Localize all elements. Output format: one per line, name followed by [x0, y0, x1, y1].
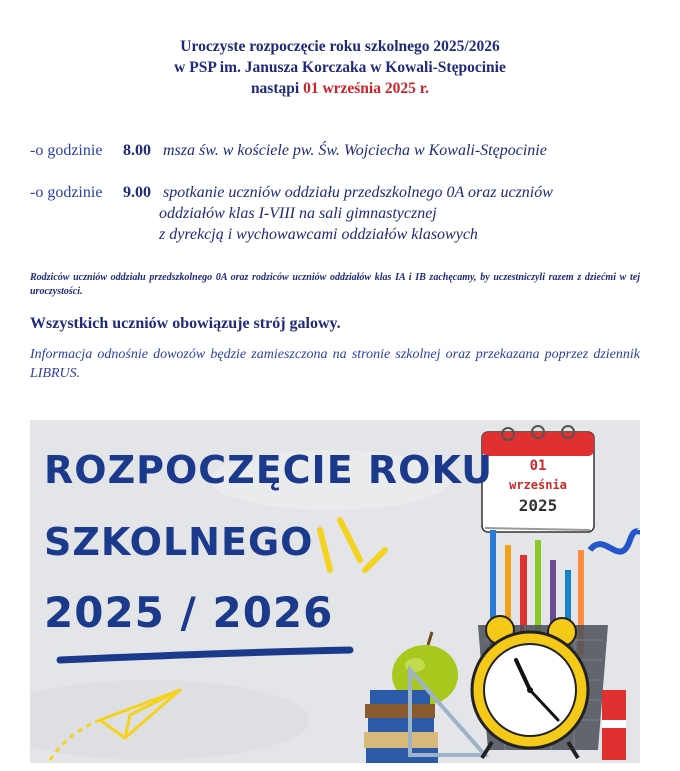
dress-code: Wszystkich uczniów obowiązuje strój galowy. — [30, 315, 341, 332]
schedule-desc-line-3: z dyrekcją i wychowawcami oddziałów klasowych — [159, 226, 478, 243]
school-year-banner — [30, 420, 640, 763]
schedule-item-meeting — [30, 182, 553, 245]
transport-info: Informacja odnośnie dowozów będzie zamieszczona na stronie szkolnej oraz przekazana poprzez dziennik LIBRUS. — [30, 347, 640, 381]
schedule-item-mass — [30, 140, 547, 161]
banner-title-line-3: 2025 / 2026 — [44, 588, 334, 637]
schedule-time: 9.00 — [123, 184, 151, 201]
parents-note: Rodziców uczniów oddziału przedszkolnego 0A oraz rodziców uczniów oddziałów klas IA i IB zachęcamy, by uczestniczyli razem z dziećmi w tej uroczystości. — [30, 272, 640, 297]
announcement-header — [0, 36, 680, 99]
header-line-2: w PSP im. Janusza Korczaka w Kowali-Stępocinie — [174, 59, 506, 76]
calendar-month: września — [509, 478, 567, 492]
header-line-1: Uroczyste rozpoczęcie roku szkolnego 2025/2026 — [180, 38, 500, 55]
calendar-day: 01 — [529, 458, 547, 474]
header-line-3-prefix: nastąpi — [250, 80, 304, 97]
banner-title-line-2: SZKOLNEGO — [44, 520, 314, 564]
schedule-desc: spotkanie uczniów oddziału przedszkolnego 0A oraz uczniów — [163, 184, 553, 201]
schedule-desc-line-2: oddziałów klas I-VIII na sali gimnastycznej — [159, 205, 437, 222]
schedule-time: 8.00 — [123, 142, 151, 159]
glue-stick-icon — [602, 690, 626, 760]
schedule-prefix: -o godzinie — [30, 184, 103, 201]
start-date: 01 września 2025 r. — [303, 80, 430, 97]
schedule-desc: msza św. w kościele pw. Św. Wojciecha w Kowali-Stępocinie — [163, 142, 547, 159]
calendar-year: 2025 — [518, 496, 558, 515]
books-icon — [364, 690, 438, 763]
schedule-prefix: -o godzinie — [30, 142, 103, 159]
header-line-3 — [0, 78, 680, 99]
banner-title-line-1: ROZPOCZĘCIE ROKU — [44, 448, 494, 492]
